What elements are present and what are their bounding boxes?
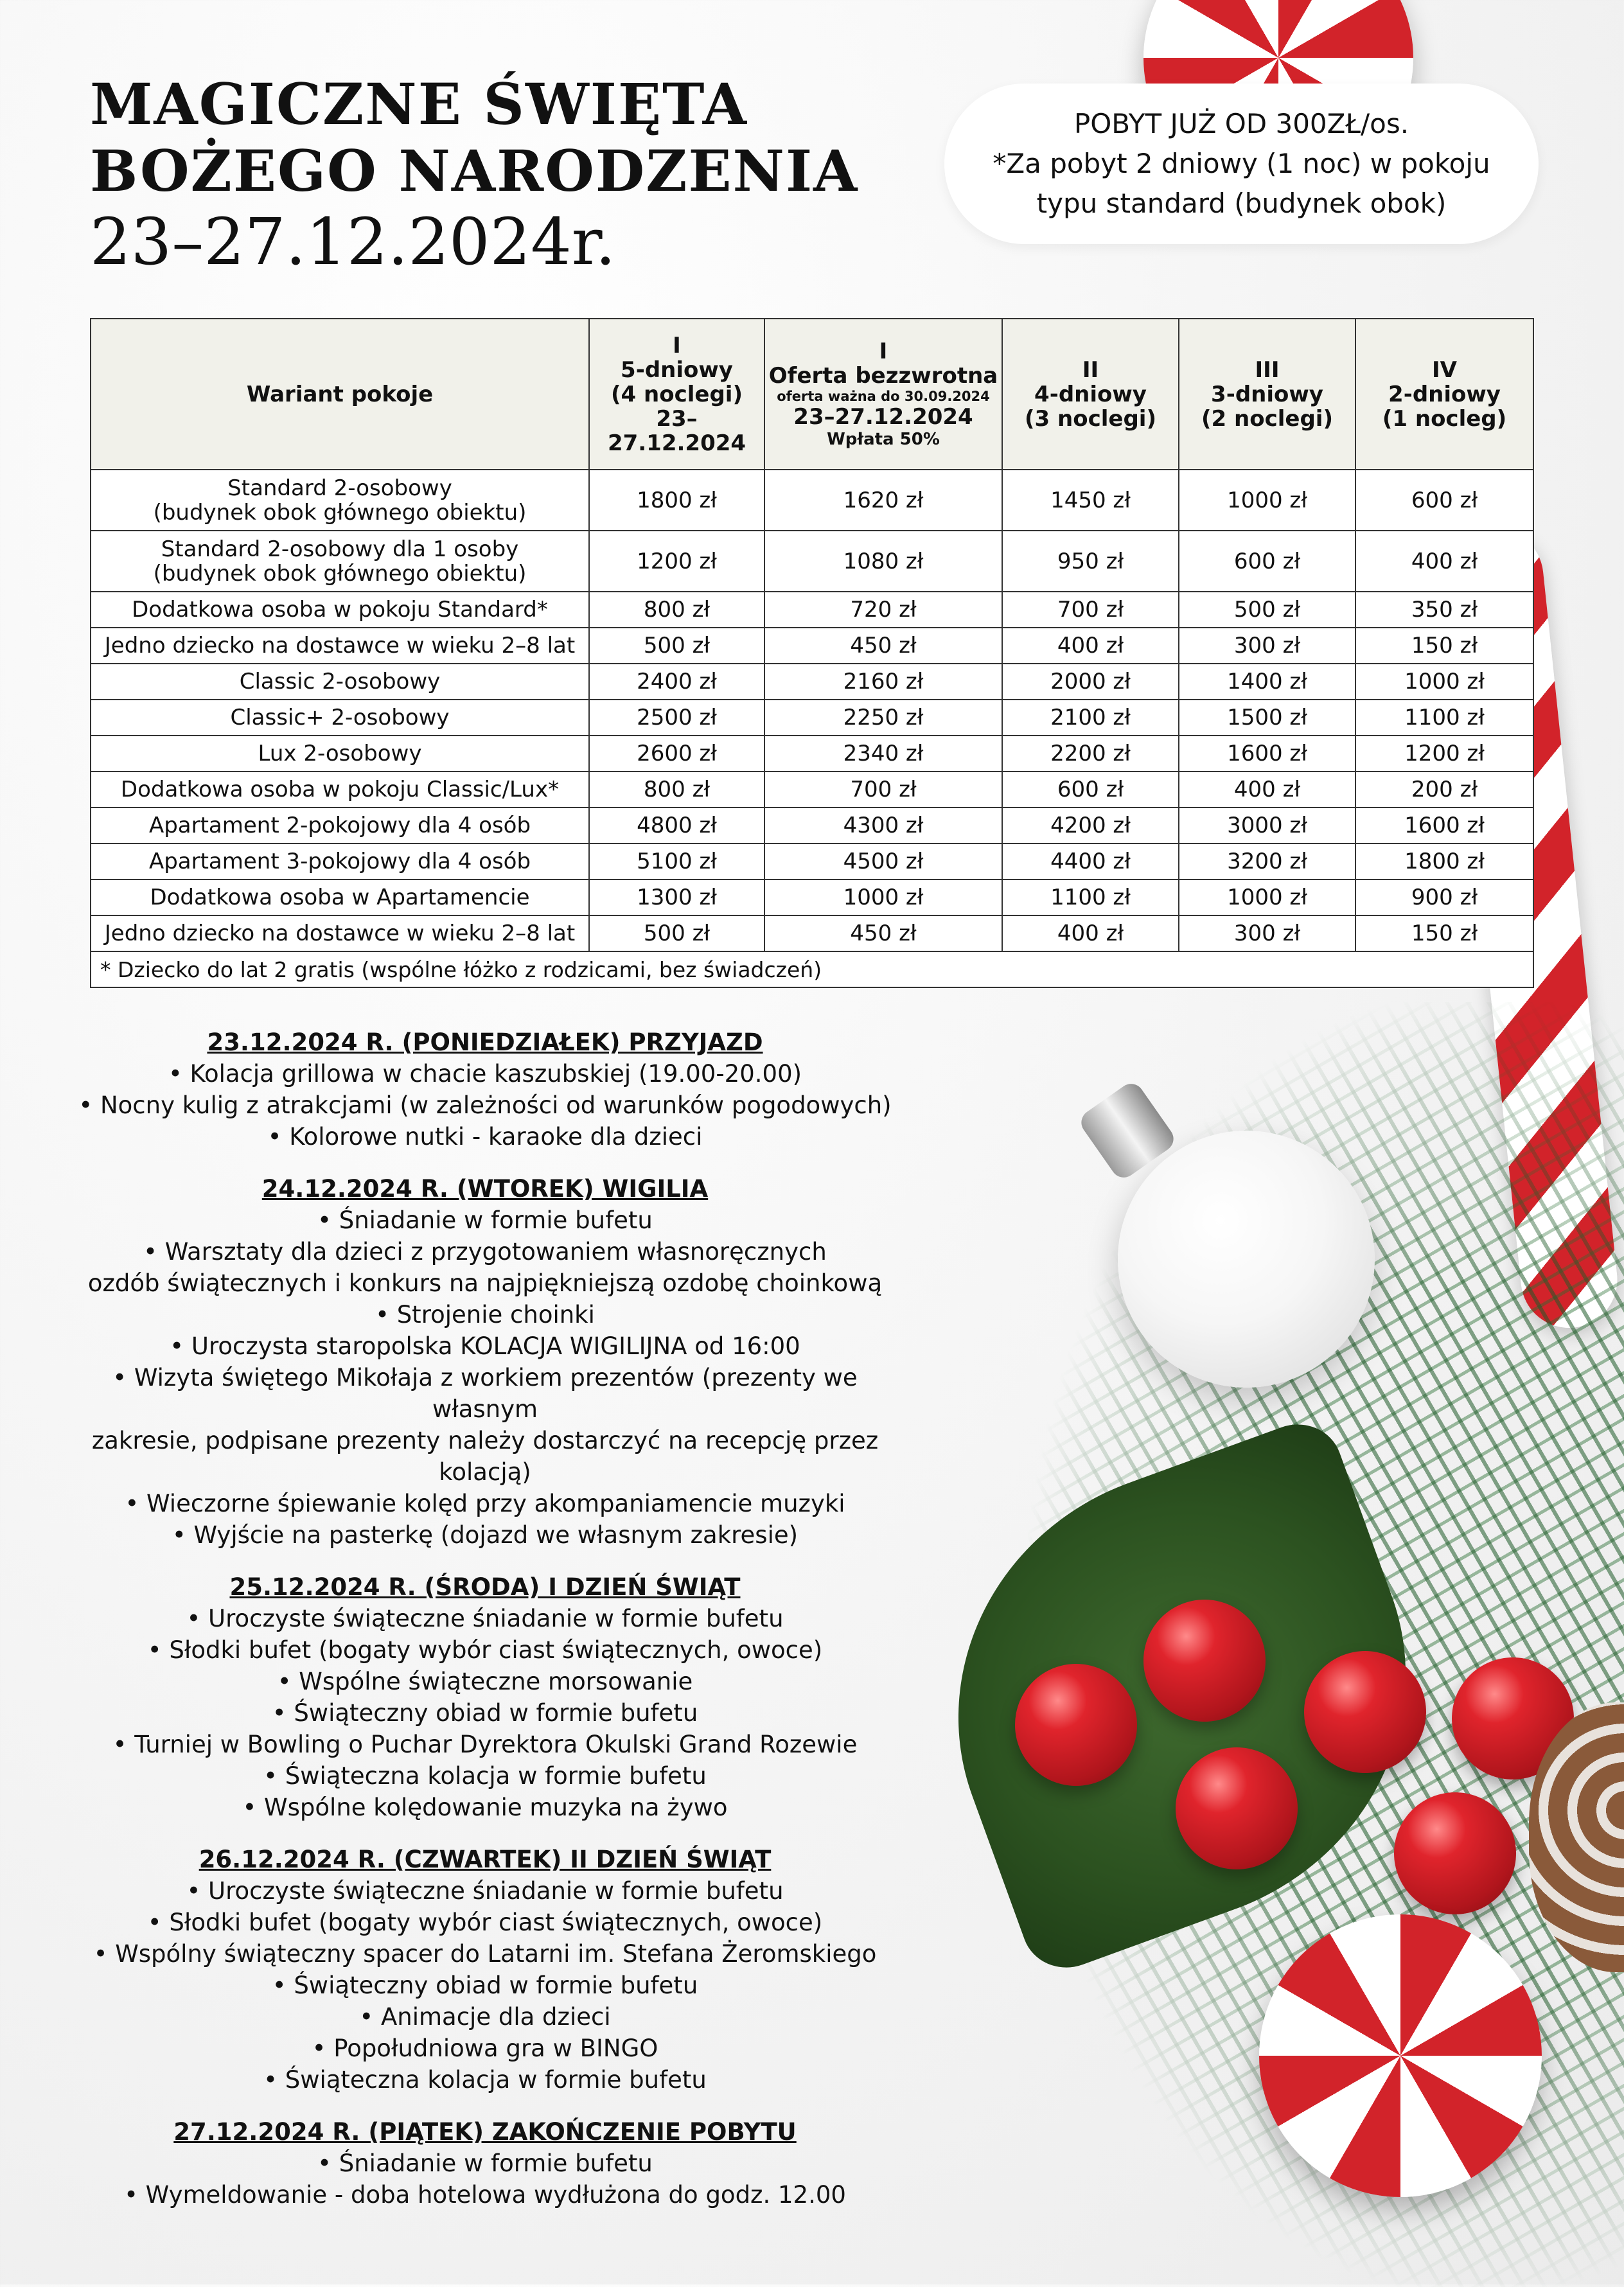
- room-variant-cell: Standard 2-osobowy dla 1 osoby (budynek obok głównego obiektu): [91, 531, 589, 592]
- day-section: [77, 1844, 893, 2096]
- program-item: • Kolacja grillowa w chacie kaszubskiej (19.00-20.00): [168, 1060, 802, 1088]
- header-2-day: IV 2-dniowy (1 nocleg): [1355, 319, 1533, 470]
- header-5-day: I 5-dniowy (4 noclegi) 23–27.12.2024: [589, 319, 764, 470]
- room-variant-cell: Dodatkowa osoba w pokoju Standard*: [91, 592, 589, 628]
- table-row: [91, 664, 1533, 700]
- price-cell: 1450 zł: [1002, 470, 1179, 531]
- title-line-1: MAGICZNE ŚWIĘTA: [90, 71, 748, 137]
- table-row: [91, 772, 1533, 808]
- day-section: [77, 1173, 893, 1551]
- promo-line-2: *Za pobyt 2 dniowy (1 noc) w pokoju: [993, 148, 1490, 179]
- program-item: • Świąteczna kolacja w formie bufetu: [263, 1762, 707, 1790]
- price-cell: 1200 zł: [589, 531, 764, 592]
- price-cell: 1000 zł: [764, 879, 1002, 915]
- price-cell: 1600 zł: [1179, 736, 1355, 772]
- page-title: [90, 71, 858, 280]
- day-heading: 23.12.2024 R. (PONIEDZIAŁEK) PRZYJAZD: [207, 1029, 763, 1056]
- program-item: • Słodki bufet (bogaty wybór ciast świątecznych, owoce): [147, 1909, 823, 1936]
- program-schedule: [77, 1027, 893, 2231]
- price-cell: 3200 zł: [1179, 843, 1355, 879]
- price-cell: 1080 zł: [764, 531, 1002, 592]
- program-item: • Świąteczna kolacja w formie bufetu: [263, 2066, 707, 2094]
- header-3-day: III 3-dniowy (2 noclegi): [1179, 319, 1355, 470]
- red-berry-decoration: [1176, 1747, 1298, 1869]
- table-row: [91, 808, 1533, 843]
- day-heading: 26.12.2024 R. (CZWARTEK) II DZIEŃ ŚWIĄT: [199, 1846, 772, 1873]
- promo-line-3: typu standard (budynek obok): [1036, 188, 1447, 219]
- day-heading: 25.12.2024 R. (ŚRODA) I DZIEŃ ŚWIĄT: [229, 1573, 741, 1601]
- table-footnote: * Dziecko do lat 2 gratis (wspólne łóżko z rodzicami, bez świadczeń): [91, 951, 1533, 987]
- room-variant-cell: Jedno dziecko na dostawce w wieku 2–8 lat: [91, 628, 589, 664]
- price-cell: 150 zł: [1355, 915, 1533, 951]
- white-ornament-decoration: [1118, 1131, 1375, 1388]
- table-row: [91, 736, 1533, 772]
- price-cell: 600 zł: [1179, 531, 1355, 592]
- price-cell: 4300 zł: [764, 808, 1002, 843]
- red-berry-decoration: [1304, 1651, 1426, 1773]
- program-item: • Popołudniowa gra w BINGO: [312, 2035, 658, 2062]
- program-item: • Wizyta świętego Mikołaja z workiem prezentów (prezenty we własnym: [112, 1364, 858, 1423]
- room-variant-cell: Dodatkowa osoba w Apartamencie: [91, 879, 589, 915]
- program-item: • Animacje dla dzieci: [359, 2003, 611, 2031]
- day-heading: 27.12.2024 R. (PIĄTEK) ZAKOŃCZENIE POBYTU: [173, 2118, 797, 2146]
- program-item: • Wieczorne śpiewanie kolęd przy akompaniamencie muzyki: [125, 1490, 845, 1517]
- price-cell: 4200 zł: [1002, 808, 1179, 843]
- program-item: • Nocny kulig z atrakcjami (w zależności od warunków pogodowych): [78, 1091, 892, 1119]
- price-cell: 450 zł: [764, 915, 1002, 951]
- price-cell: 1000 zł: [1179, 879, 1355, 915]
- program-item: zakresie, podpisane prezenty należy dostarczyć na recepcję przez kolacją): [91, 1427, 879, 1486]
- price-cell: 4500 zł: [764, 843, 1002, 879]
- price-cell: 400 zł: [1002, 915, 1179, 951]
- price-cell: 300 zł: [1179, 628, 1355, 664]
- price-cell: 4800 zł: [589, 808, 764, 843]
- price-cell: 400 zł: [1179, 772, 1355, 808]
- program-item: • Uroczysta staropolska KOLACJA WIGILIJNA od 16:00: [170, 1332, 800, 1360]
- red-berry-decoration: [1143, 1600, 1266, 1722]
- program-item: • Uroczyste świąteczne śniadanie w formie bufetu: [186, 1605, 784, 1632]
- price-cell: 2250 zł: [764, 700, 1002, 736]
- price-cell: 300 zł: [1179, 915, 1355, 951]
- program-item: • Śniadanie w formie bufetu: [317, 1206, 653, 1234]
- red-berry-decoration: [1015, 1664, 1137, 1786]
- price-cell: 1600 zł: [1355, 808, 1533, 843]
- price-cell: 1620 zł: [764, 470, 1002, 531]
- red-berry-decoration: [1394, 1792, 1516, 1914]
- price-cell: 2100 zł: [1002, 700, 1179, 736]
- day-section: [77, 1571, 893, 1823]
- peppermint-candy-decoration: [1259, 1914, 1542, 2197]
- price-cell: 1500 zł: [1179, 700, 1355, 736]
- program-item: • Świąteczny obiad w formie bufetu: [272, 1972, 698, 1999]
- program-item: • Śniadanie w formie bufetu: [317, 2150, 653, 2177]
- program-item: • Wspólne kolędowanie muzyka na żywo: [242, 1794, 728, 1821]
- program-item: • Słodki bufet (bogaty wybór ciast świątecznych, owoce): [147, 1636, 823, 1664]
- price-cell: 4400 zł: [1002, 843, 1179, 879]
- room-variant-cell: Apartament 2-pokojowy dla 4 osób: [91, 808, 589, 843]
- header-4-day: II 4-dniowy (3 noclegi): [1002, 319, 1179, 470]
- price-cell: 720 zł: [764, 592, 1002, 628]
- price-cell: 2200 zł: [1002, 736, 1179, 772]
- program-item: • Wspólne świąteczne morsowanie: [277, 1668, 693, 1695]
- table-row: [91, 470, 1533, 531]
- price-cell: 2340 zł: [764, 736, 1002, 772]
- title-line-2: BOŻEGO NARODZENIA: [90, 137, 859, 204]
- price-cell: 1000 zł: [1355, 664, 1533, 700]
- price-cell: 1300 zł: [589, 879, 764, 915]
- room-variant-cell: Standard 2-osobowy (budynek obok głównego obiektu): [91, 470, 589, 531]
- price-cell: 2000 zł: [1002, 664, 1179, 700]
- price-cell: 5100 zł: [589, 843, 764, 879]
- program-item: • Wyjście na pasterkę (dojazd we własnym zakresie): [172, 1521, 799, 1549]
- table-row: [91, 531, 1533, 592]
- price-cell: 200 zł: [1355, 772, 1533, 808]
- price-cell: 450 zł: [764, 628, 1002, 664]
- price-cell: 1400 zł: [1179, 664, 1355, 700]
- price-cell: 2600 zł: [589, 736, 764, 772]
- room-variant-cell: Jedno dziecko na dostawce w wieku 2–8 lat: [91, 915, 589, 951]
- day-section: [77, 2116, 893, 2211]
- promo-line-1: POBYT JUŻ OD 300ZŁ/os.: [1073, 108, 1409, 139]
- price-cell: 150 zł: [1355, 628, 1533, 664]
- price-cell: 500 zł: [1179, 592, 1355, 628]
- program-item: • Kolorowe nutki - karaoke dla dzieci: [267, 1123, 703, 1151]
- price-cell: 500 zł: [589, 915, 764, 951]
- program-item: • Turniej w Bowling o Puchar Dyrektora Okulski Grand Rozewie: [112, 1731, 858, 1758]
- price-cell: 500 zł: [589, 628, 764, 664]
- price-cell: 900 zł: [1355, 879, 1533, 915]
- price-cell: 700 zł: [764, 772, 1002, 808]
- room-variant-cell: Dodatkowa osoba w pokoju Classic/Lux*: [91, 772, 589, 808]
- price-cell: 2400 zł: [589, 664, 764, 700]
- price-cell: 600 zł: [1355, 470, 1533, 531]
- table-row: [91, 592, 1533, 628]
- program-item: • Strojenie choinki: [375, 1301, 595, 1329]
- program-item: • Wymeldowanie - doba hotelowa wydłużona do godz. 12.00: [124, 2181, 846, 2209]
- price-cell: 3000 zł: [1179, 808, 1355, 843]
- price-cell: 950 zł: [1002, 531, 1179, 592]
- price-cell: 400 zł: [1002, 628, 1179, 664]
- price-cell: 800 zł: [589, 592, 764, 628]
- program-item: • Warsztaty dla dzieci z przygotowaniem własnoręcznych: [143, 1238, 827, 1266]
- header-variant: Wariant pokoje: [91, 319, 589, 470]
- table-row: [91, 843, 1533, 879]
- room-variant-cell: Lux 2-osobowy: [91, 736, 589, 772]
- program-item: • Wspólny świąteczny spacer do Latarni im. Stefana Żeromskiego: [93, 1940, 877, 1968]
- header-nonrefundable: I Oferta bezzwrotna oferta ważna do 30.09.2024 23–27.12.2024 Wpłata 50%: [764, 319, 1002, 470]
- program-item: ozdób świątecznych i konkurs na najpiękniejszą ozdobę choinkową: [87, 1269, 883, 1297]
- price-cell: 600 zł: [1002, 772, 1179, 808]
- table-row: [91, 915, 1533, 951]
- price-cell: 1100 zł: [1355, 700, 1533, 736]
- price-cell: 800 zł: [589, 772, 764, 808]
- room-variant-cell: Classic 2-osobowy: [91, 664, 589, 700]
- price-cell: 400 zł: [1355, 531, 1533, 592]
- day-section: [77, 1027, 893, 1152]
- program-item: • Uroczyste świąteczne śniadanie w formie bufetu: [186, 1877, 784, 1905]
- price-cell: 1000 zł: [1179, 470, 1355, 531]
- title-dates: 23–27.12.2024r.: [90, 204, 616, 279]
- price-cell: 1100 zł: [1002, 879, 1179, 915]
- table-row: [91, 879, 1533, 915]
- price-cell: 1800 zł: [1355, 843, 1533, 879]
- price-cell: 2500 zł: [589, 700, 764, 736]
- price-cell: 700 zł: [1002, 592, 1179, 628]
- price-cell: 1800 zł: [589, 470, 764, 531]
- price-cell: 1200 zł: [1355, 736, 1533, 772]
- price-table: [90, 318, 1534, 988]
- room-variant-cell: Apartament 3-pokojowy dla 4 osób: [91, 843, 589, 879]
- table-header-row: [91, 319, 1533, 470]
- promo-badge: [944, 84, 1539, 244]
- price-cell: 2160 zł: [764, 664, 1002, 700]
- room-variant-cell: Classic+ 2-osobowy: [91, 700, 589, 736]
- program-item: • Świąteczny obiad w formie bufetu: [272, 1699, 698, 1727]
- table-row: [91, 700, 1533, 736]
- table-row: [91, 628, 1533, 664]
- day-heading: 24.12.2024 R. (WTOREK) WIGILIA: [261, 1175, 709, 1203]
- price-cell: 350 zł: [1355, 592, 1533, 628]
